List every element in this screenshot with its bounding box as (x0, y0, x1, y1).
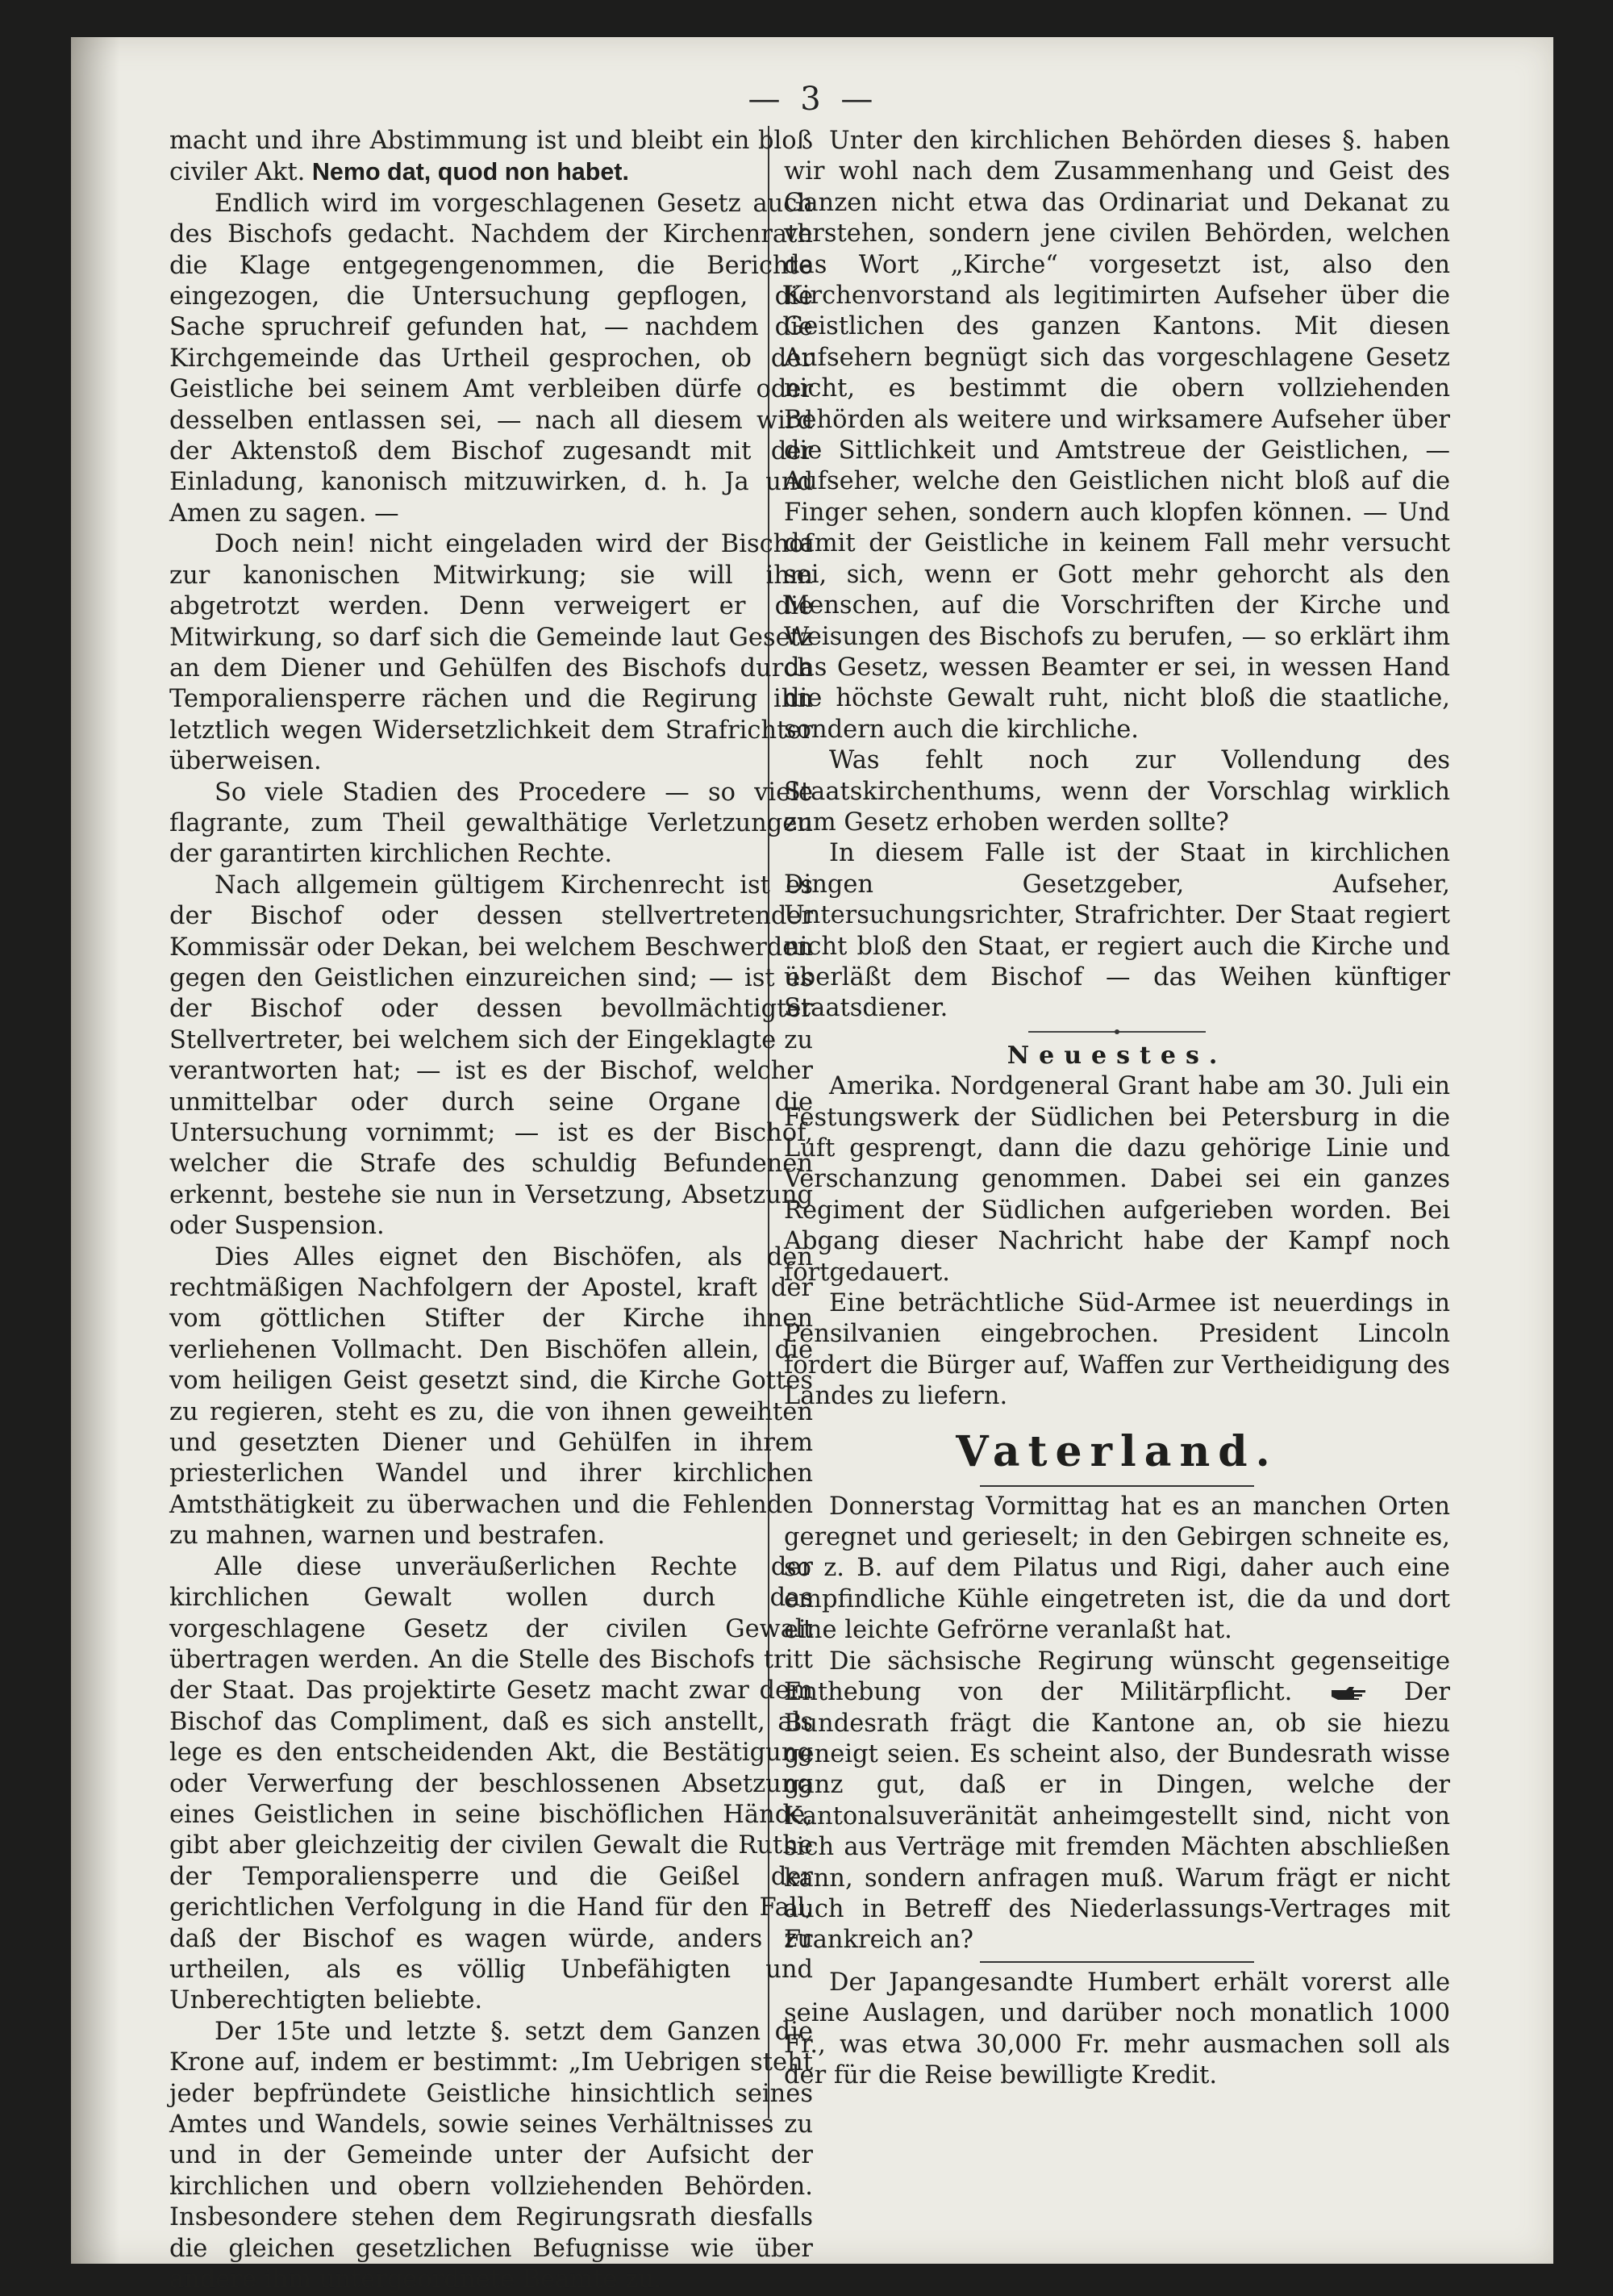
paragraph: Der 15te und letzte §. setzt dem Ganzen die Krone auf, indem er bestimmt: „Im Uebrigen steht jeder bepfründete Geistliche hinsichtlich seines Amtes und Wandels, sowie seines Verhältnisses zu und in der Gemeinde unter der Aufsicht der kirchlichen und obern vollziehenden Behörden. Insbesondere stehen dem Regirungsrath diesfalls die gleichen gesetzlichen Befugnisse wie über andere ihm untergeordnete Beamte zu. (169, 2017, 813, 2294)
left-column (169, 126, 813, 2295)
paragraph: Nach allgemein gültigem Kirchenrecht ist es der Bischof oder dessen stellvertretender Kommissär oder Dekan, bei welchem Beschwerden gegen den Geistlichen einzureichen sind; — ist es der Bischof oder dessen bevollmächtigter Stellvertreter, bei welchem sich der Eingeklagte zu verantworten hat; — ist es der Bischof, welcher unmittelbar oder durch seine Organe die Untersuchung vornimmt; — ist es der Bischof, welcher die Strafe des schuldig Befundenen erkennt, bestehe sie nun in Versetzung, Absetzung oder Suspension. (169, 870, 813, 1241)
paragraph: In diesem Falle ist der Staat in kirchlichen Dingen Gesetzgeber, Aufseher, Untersuchungsrichter, Strafrichter. Der Staat regiert nicht bloß den Staat, er regiert auch die Kirche und überläßt dem Bischof — das Weihen künftiger Staatsdiener. (784, 839, 1450, 1023)
paragraph: Alle diese unveräußerlichen Rechte der kirchlichen Gewalt wollen durch das vorgeschlagene Gesetz der civilen Gewalt übertragen werden. An die Stelle des Bischofs tritt der Staat. Das projektirte Gesetz macht zwar dem Bischof das Compliment, daß es sich anstellt, als lege es den entscheidenden Akt, die Bestätigung oder Verwerfung der beschlossenen Absetzung eines Geistlichen in seine bischöflichen Hände, gibt aber gleichzeitig der civilen Gewalt die Ruthe der Temporaliensperre und die Geißel der gerichtlichen Verfolgung in die Hand für den Fall, daß der Bischof es wagen würde, anders zu urtheilen, als es völlig Unbefähigten und Unberechtigten beliebte. (169, 1552, 813, 2015)
separator-rule (980, 1961, 1254, 1963)
paragraph: Doch nein! nicht eingeladen wird der Bischof zur kanonischen Mitwirkung; sie will ihm abgetrotzt werden. Denn verweigert er die Mitwirkung, so darf sich die Gemeinde laut Gesetz an dem Diener und Gehülfen des Bischofs durch Temporaliensperre rächen und die Regirung ihn letztlich wegen Widersetzlichkeit dem Strafrichter überweisen. (169, 530, 813, 776)
section-heading-neuestes: Neuestes. (1007, 1041, 1227, 1070)
paragraph: Was fehlt noch zur Vollendung des Staatskirchenthums, wenn der Vorschlag wirklich zum Gesetz erhoben werden sollte? (784, 746, 1450, 837)
paragraph (784, 1647, 1450, 1956)
paragraph: Eine beträchtliche Süd-Armee ist neuerdings in Pensilvanien eingebrochen. President Lincoln fordert die Bürger auf, Waffen zur Vertheidigung des Landes zu liefern. (784, 1289, 1450, 1411)
pointing-hand-icon (1330, 1685, 1367, 1701)
paragraph-text: Der Bundesrath frägt die Kantone an, ob sie hiezu geneigt seien. Es scheint also, der Bundesrath wisse ganz gut, daß er in Dingen, welche der Kantonalsuveränität anheimgestellt sind, nicht von sich aus Verträge mit fremden Mächten abschließen kann, sondern anfragen muß. Warum frägt er nicht auch in Betreff des Niederlassungs-Vertrages mit Frankreich an? (784, 1678, 1451, 1955)
paragraph-text: Die sächsische Regirung wünscht gegenseitige Enthebung von der Militärpflicht. (784, 1647, 1450, 1707)
paragraph: Endlich wird im vorgeschlagenen Gesetz auch des Bischofs gedacht. Nachdem der Kirchenrath die Klage entgegengenommen, die Berichte eingezogen, die Untersuchung gepflogen, die Sache spruchreif gefunden hat, — nachdem die Kirchgemeinde das Urtheil gesprochen, ob der Geistliche bei seinem Amt verbleiben dürfe oder desselben entlassen sei, — nach all diesem wird der Aktenstoß dem Bischof zugesandt mit der Einladung, kanonisch mitzuwirken, d. h. Ja und Amen zu sagen. — (169, 189, 813, 528)
paragraph: Dies Alles eignet den Bischöfen, als den rechtmäßigen Nachfolgern der Apostel, kraft der vom göttlichen Stifter der Kirche ihnen verliehenen Vollmacht. Den Bischöfen allein, die vom heiligen Geist gesetzt sind, die Kirche Gottes zu regieren, steht es zu, die von ihnen geweihten und gesetzten Diener und Gehülfen in ihrem priesterlichen Wandel und ihrer kirchlichen Amtsthätigkeit zu überwachen und die Fehlenden zu mahnen, warnen und bestrafen. (169, 1242, 813, 1551)
binding-shadow (71, 37, 119, 2264)
latin-quote: Nemo dat, quod non habet. (305, 158, 629, 186)
paragraph: So viele Stadien des Procedere — so viele flagrante, zum Theil gewalthätige Verletzungen der garantirten kirchlichen Rechte. (169, 778, 813, 869)
heading-rule (980, 1485, 1254, 1487)
page-number: — 3 — (748, 81, 878, 118)
section-heading-vaterland: Vaterland. (956, 1426, 1278, 1476)
paragraph: Der Japangesandte Humbert erhält vorerst alle seine Auslagen, und darüber noch monatlich 1000 Fr., was etwa 30,000 Fr. mehr ausmachen soll als der für die Reise bewilligte Kredit. (784, 1968, 1450, 2089)
paragraph: Amerika. Nordgeneral Grant habe am 30. Juli ein Festungswerk der Südlichen bei Petersburg in die Luft gesprengt, dann die dazu gehörige Linie und Verschanzung genommen. Dabei sei ein ganzes Regiment der Südlichen aufgerieben worden. Bei Abgang dieser Nachricht habe der Kampf noch fortgedauert. (784, 1072, 1450, 1287)
right-column (784, 126, 1450, 2091)
paragraph: Unter den kirchlichen Behörden dieses §. haben wir wohl nach dem Zusammenhang und Geist des Ganzen nicht etwa das Ordinariat und Dekanat zu verstehen, sondern jene civilen Behörden, welchen das Wort „Kirche“ vorgesetzt ist, also den Kirchenvorstand als legitimirten Aufseher über die Geistlichen des ganzen Kantons. Mit diesen Aufsehern begnügt sich das vorgeschlagene Gesetz nicht, es bestimmt die obern vollziehenden Behörden als weitere und wirksamere Aufseher über die Sittlichkeit und Amtstreue der Geistlichen, — Aufseher, welche den Geistlichen nicht bloß auf die Finger sehen, sondern auch klopfen können. — Und damit der Geistliche in keinem Fall mehr versucht sei, sich, wenn er Gott mehr gehorcht als den Menschen, auf die Vorschriften der Kirche und Weisungen des Bischofs zu berufen, — so erklärt ihm das Gesetz, wessen Beamter er sei, in wessen Hand die höchste Gewalt ruht, nicht bloß die staatliche, sondern auch die kirchliche. (784, 127, 1450, 744)
ornament-divider-icon (1028, 1028, 1206, 1036)
paragraph-text: macht und ihre Abstimmung ist und bleibt ein bloß civiler Akt. (169, 127, 813, 187)
newspaper-page (71, 37, 1553, 2294)
paragraph (169, 126, 813, 189)
paragraph: Donnerstag Vormittag hat es an manchen Orten geregnet und gerieselt; in den Gebirgen schneite es, so z. B. auf dem Pilatus und Rigi, daher auch eine empfindliche Kühle eingetreten ist, die da und dort eine leichte Gefrörne veranlaßt hat. (784, 1492, 1450, 1645)
